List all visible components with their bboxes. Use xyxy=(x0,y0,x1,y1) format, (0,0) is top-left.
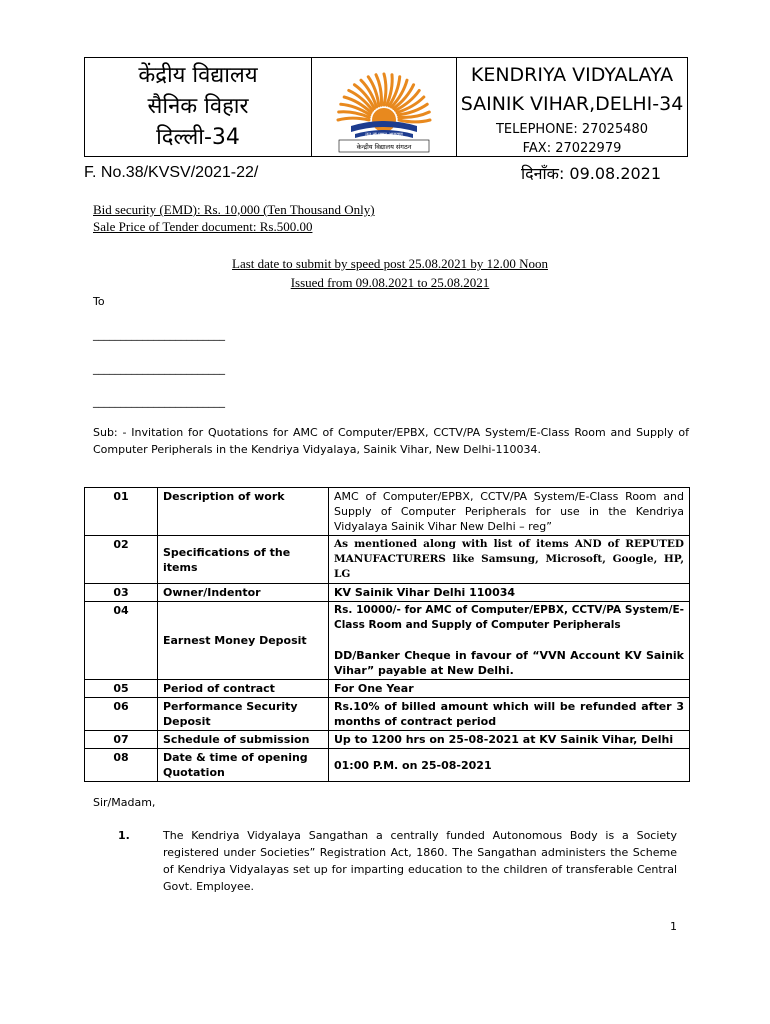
table-row xyxy=(85,749,690,782)
table-row xyxy=(85,698,690,731)
row-number: 04 xyxy=(85,602,158,680)
letterhead xyxy=(84,57,688,157)
row-label: Performance Security Deposit xyxy=(158,698,329,731)
paragraph-number: 1. xyxy=(118,829,130,842)
letter-date: दिनाँक: 09.08.2021 xyxy=(521,164,662,183)
row-number: 02 xyxy=(85,536,158,584)
row-value: Up to 1200 hrs on 25-08-2021 at KV Sainik Vihar, Delhi xyxy=(329,731,690,749)
logo-organisation: केन्द्रीय विद्यालय संगठन xyxy=(356,143,412,151)
row-number: 01 xyxy=(85,488,158,536)
table-row xyxy=(85,536,690,584)
row-value: As mentioned along with list of items AND of REPUTED MANUFACTURERS like Samsung, Microsoft, Google, HP, LG xyxy=(329,536,690,584)
row-number: 06 xyxy=(85,698,158,731)
bid-security: Bid security (EMD): Rs. 10,000 (Ten Thousand Only) xyxy=(93,202,375,217)
kvs-logo-icon xyxy=(311,58,456,156)
row-value: For One Year xyxy=(329,680,690,698)
file-number: F. No.38/KVSV/2021-22/ xyxy=(84,164,259,181)
english-location: SAINIK VIHAR,DELHI-34 xyxy=(460,93,684,115)
row-value: Rs.10% of billed amount which will be refunded after 3 months of contract period xyxy=(329,698,690,731)
fax: FAX: 27022979 xyxy=(522,141,622,156)
hindi-location: सैनिक विहार xyxy=(147,94,249,119)
row-label: Schedule of submission xyxy=(158,731,329,749)
table-row xyxy=(85,602,690,680)
issued-period: Issued from 09.08.2021 to 25.08.2021 xyxy=(290,275,490,290)
tender-sale-price: Sale Price of Tender document: Rs.500.00 xyxy=(93,219,313,234)
row-label: Period of contract xyxy=(158,680,329,698)
to-label: To xyxy=(93,295,105,308)
row-label: Date & time of opening Quotation xyxy=(158,749,329,782)
address-line-2: ________________________ xyxy=(93,362,225,375)
table-row xyxy=(85,584,690,602)
letterhead-logo-cell xyxy=(311,58,457,156)
row-number: 05 xyxy=(85,680,158,698)
row-value: KV Sainik Vihar Delhi 110034 xyxy=(329,584,690,602)
telephone: TELEPHONE: 27025480 xyxy=(495,122,649,137)
letterhead-hindi-cell xyxy=(85,58,312,156)
emd-amount: Rs. 10000/- for AMC of Computer/EPBX, CCTV/PA System/E-Class Room and Supply of Computer Peripherals xyxy=(334,604,684,631)
table-row xyxy=(85,731,690,749)
last-date: Last date to submit by speed post 25.08.2021 by 12.00 Noon xyxy=(232,256,548,271)
tender-details-table xyxy=(84,487,690,782)
hindi-school-name: केंद्रीय विद्यालय xyxy=(138,63,258,88)
row-label: Description of work xyxy=(158,488,329,536)
row-label: Earnest Money Deposit xyxy=(158,602,329,680)
salutation: Sir/Madam, xyxy=(93,796,156,809)
row-number: 03 xyxy=(85,584,158,602)
row-number: 08 xyxy=(85,749,158,782)
table-row xyxy=(85,680,690,698)
address-line-3: ________________________ xyxy=(93,395,225,408)
table-row xyxy=(85,488,690,536)
english-school-name: KENDRIYA VIDYALAYA xyxy=(470,64,674,86)
address-line-1: ________________________ xyxy=(93,328,225,341)
paragraph-1: The Kendriya Vidyalaya Sangathan a centrally funded Autonomous Body is a Society registered under Societies” Registration Act, 1860. The Sangathan administers the Scheme of Kendriya Vidyalayas set up for imparting education to the children of transferable Central Govt. Employee. xyxy=(163,829,677,893)
row-value: AMC of Computer/EPBX, CCTV/PA System/E-Class Room and Supply of Computer Peripherals for use in the Kendriya Vidyalaya Sainik Vihar New Delhi – reg” xyxy=(329,488,690,536)
page-number: 1 xyxy=(670,920,677,933)
row-number: 07 xyxy=(85,731,158,749)
row-label: Specifications of the items xyxy=(158,536,329,584)
row-label: Owner/Indentor xyxy=(158,584,329,602)
emd-payment-mode: DD/Banker Cheque in favour of “VVN Account KV Sainik Vihar” payable at New Delhi. xyxy=(334,649,684,677)
subject: Sub: - Invitation for Quotations for AMC of Computer/EPBX, CCTV/PA System/E-Class Room and Supply of Computer Peripherals in the Kendriya Vidyalaya, Sainik Vihar, New Delhi-110034. xyxy=(93,426,689,456)
letterhead-english-cell xyxy=(457,58,687,156)
hindi-city: दिल्ली-34 xyxy=(156,125,240,150)
logo-motto: तत् त्वं पूषन् अपावृणु xyxy=(365,132,403,138)
row-value xyxy=(329,602,690,680)
row-value: 01:00 P.M. on 25-08-2021 xyxy=(329,749,690,782)
